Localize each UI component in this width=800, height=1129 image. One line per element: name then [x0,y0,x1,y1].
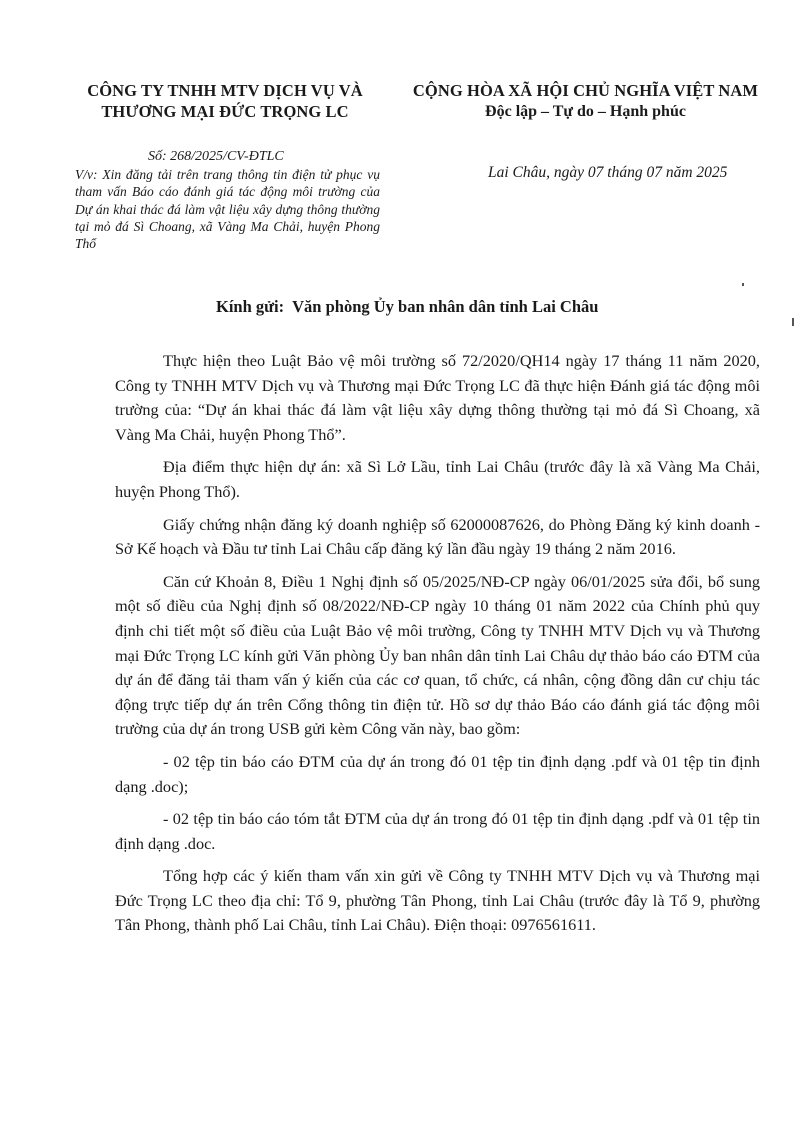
body-paragraph: Căn cứ Khoản 8, Điều 1 Nghị định số 05/2025/NĐ-CP ngày 06/01/2025 sửa đổi, bổ sung một số điều của Nghị định số 08/2022/NĐ-CP ngày 10 tháng 01 năm 2022 của Chính phủ quy định chi tiết một số điều của Luật Bảo vệ môi trường, Công ty TNHH MTV Dịch vụ và Thương mại Đức Trọng LC kính gửi Văn phòng Ủy ban nhân dân tỉnh Lai Châu dự thảo báo cáo ĐTM của dự án để đăng tải tham vấn ý kiến của các cơ quan, tổ chức, cá nhân, cộng đồng dân cư chịu tác động trực tiếp dự án trên Cổng thông tin điện tử. Hồ sơ dự thảo Báo cáo đánh giá tác động môi trường của dự án trong USB gửi kèm Công văn này, bao gồm: [115,571,760,739]
document-body [115,349,760,946]
scan-edge-mark [742,283,744,286]
company-name-line1: CÔNG TY TNHH MTV DỊCH VỤ VÀ [87,81,363,100]
recipient-label: Kính gửi: [216,297,285,316]
document-date: Lai Châu, ngày 07 tháng 07 năm 2025 [488,164,728,181]
bullet-item: - 02 tệp tin báo cáo tóm tắt ĐTM của dự án trong đó 01 tệp tin định dạng .pdf và 01 tệp tin định dạng .doc. [115,809,760,853]
recipient-line [216,297,598,317]
body-paragraph: Thực hiện theo Luật Bảo vệ môi trường số 72/2020/QH14 ngày 17 tháng 11 năm 2020, Công ty TNHH MTV Dịch vụ và Thương mại Đức Trọng LC đã thực hiện Đánh giá tác động môi trường của: “Dự án khai thác đá làm vật liệu xây dựng thông thường tại mỏ đá Sì Choang, xã Vàng Ma Chải, huyện Phong Thổ”. [115,351,760,444]
document-number: Số: 268/2025/CV-ĐTLC [148,149,284,164]
national-motto: Độc lập – Tự do – Hạnh phúc [485,103,686,120]
national-header [393,80,778,122]
scan-edge-mark [792,318,794,326]
body-paragraph: Tổng hợp các ý kiến tham vấn xin gửi về Công ty TNHH MTV Dịch vụ và Thương mại Đức Trọng LC theo địa chỉ: Tổ 9, phường Tân Phong, tỉnh Lai Châu (trước đây là Tổ 9, phường Tân Phong, thành phố Lai Châu, tỉnh Lai Châu). Điện thoại: 0976561611. [115,866,760,935]
nation-title: CỘNG HÒA XÃ HỘI CHỦ NGHĨA VIỆT NAM [412,81,759,100]
bullet-item: - 02 tệp tin báo cáo ĐTM của dự án trong đó 01 tệp tin định dạng .pdf và 01 tệp tin định dạng .doc); [115,751,760,796]
body-paragraph: Địa điểm thực hiện dự án: xã Sì Lở Lầu, tỉnh Lai Châu (trước đây là xã Vàng Ma Chải, huyện Phong Thổ). [115,457,760,501]
company-name-line2: THƯƠNG MẠI ĐỨC TRỌNG LC [101,102,349,121]
recipient-name: Văn phòng Ủy ban nhân dân tỉnh Lai Châu [292,297,599,316]
body-paragraph: Giấy chứng nhận đăng ký doanh nghiệp số 62000087626, do Phòng Đăng ký kinh doanh - Sở Kế hoạch và Đầu tư tỉnh Lai Châu cấp đăng ký lần đầu ngày 19 tháng 2 năm 2016. [115,514,760,559]
document-subject: V/v: Xin đăng tải trên trang thông tin điện tử phục vụ tham vấn Báo cáo đánh giá tác động môi trường của Dự án khai thác đá làm vật liệu xây dựng thông thường tại mỏ đá Sì Choang, xã Vàng Ma Chải, huyện Phong Thổ [75,167,380,252]
company-header [75,80,375,122]
